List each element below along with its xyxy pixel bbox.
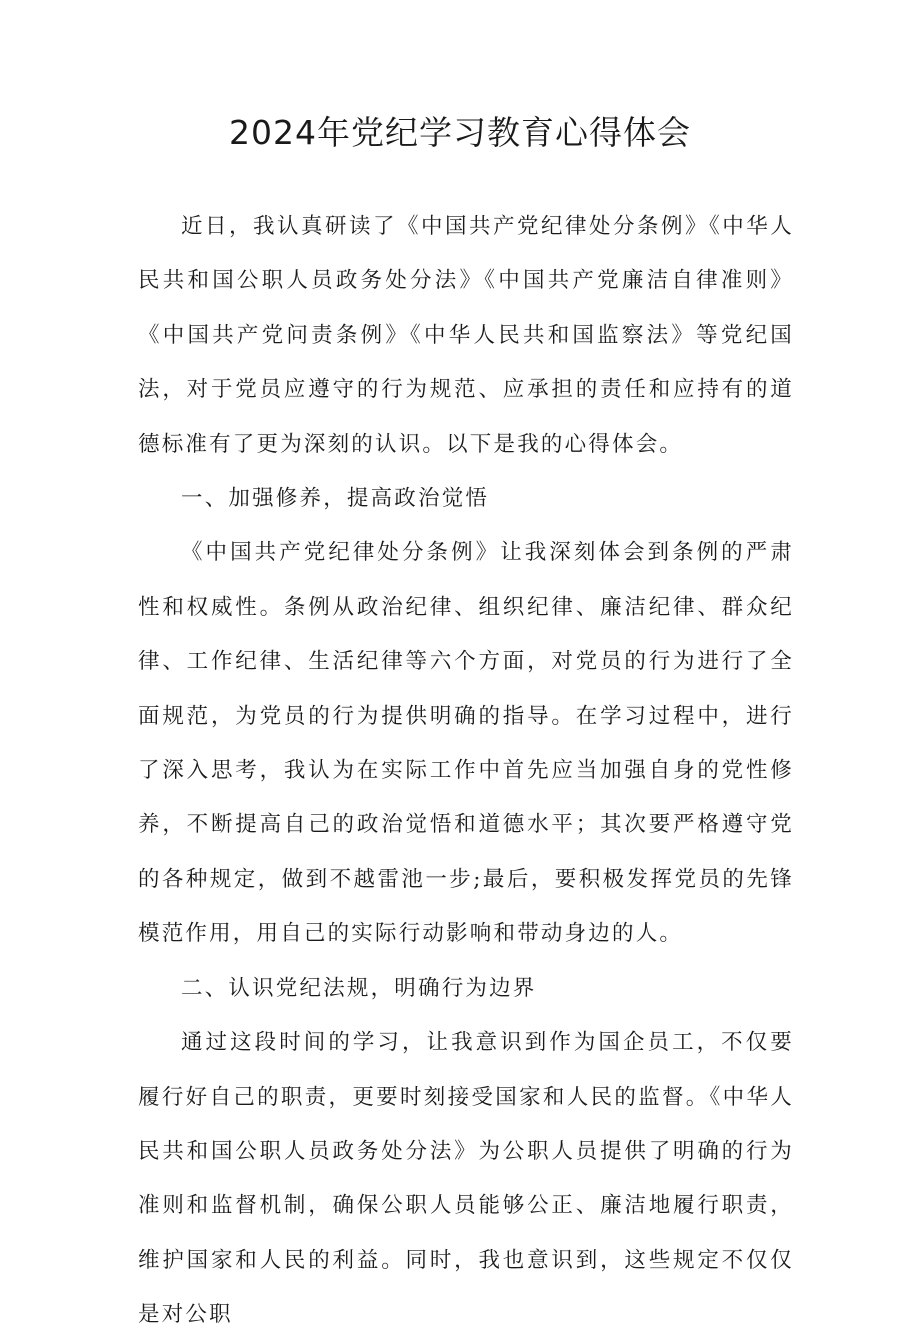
intro-paragraph: 近日，我认真研读了《中国共产党纪律处分条例》《中华人民共和国公职人员政务处分法》《中国共产党廉洁自律准则》《中国共产党问责条例》《中华人民共和国监察法》等党纪国法，对于党员应遵守的行为规范、应承担的责任和应持有的道德标准有了更为深刻的认识。以下是我的心得体会。	[138, 214, 794, 457]
section-heading-2: 二、认识党纪法规，明确行为边界	[181, 975, 537, 1001]
document-body	[138, 200, 794, 1343]
section-2-paragraph: 通过这段时间的学习，让我意识到作为国企员工，不仅要履行好自己的职责，更要时刻接受国家和人民的监督。《中华人民共和国公职人员政务处分法》为公职人员提供了明确的行为准则和监督机制，确保公职人员能够公正、廉洁地履行职责，维护国家和人民的利益。同时，我也意识到，这些规定不仅仅是对公职	[138, 1030, 794, 1328]
section-1-paragraph: 《中国共产党纪律处分条例》让我深刻体会到条例的严肃性和权威性。条例从政治纪律、组织纪律、廉洁纪律、群众纪律、工作纪律、生活纪律等六个方面，对党员的行为进行了全面规范，为党员的行为提供明确的指导。在学习过程中，进行了深入思考，我认为在实际工作中首先应当加强自身的党性修养，不断提高自己的政治觉悟和道德水平；其次要严格遵守党的各种规定，做到不越雷池一步;最后，要积极发挥党员的先锋模范作用，用自己的实际行动影响和带动身边的人。	[138, 540, 794, 947]
section-heading-1: 一、加强修养，提高政治觉悟	[181, 486, 490, 512]
document-title: 2024年党纪学习教育心得体会	[229, 113, 691, 152]
